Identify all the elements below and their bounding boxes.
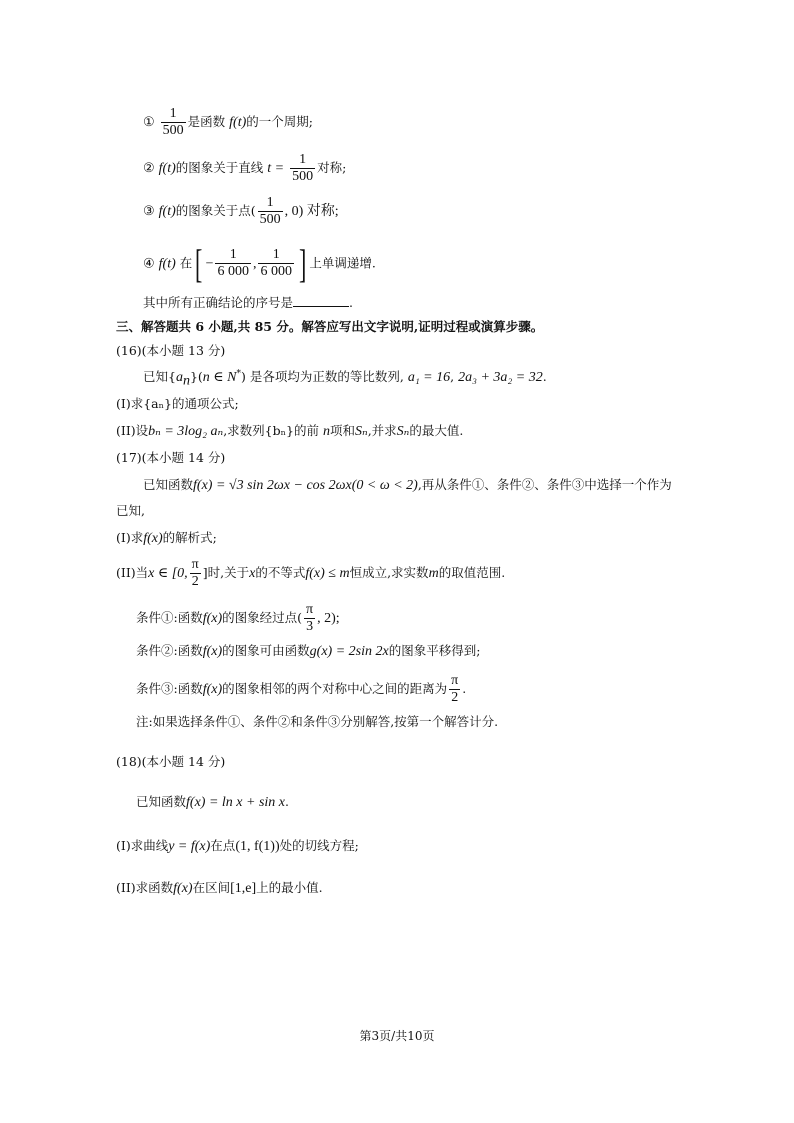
q18-stem: 已知函数f(x) = ln x + sin x. xyxy=(136,794,289,810)
option-1: ① $\frac{1}{500}$ 是函数 f(t)的一个周期; xyxy=(143,106,313,138)
q17-part-1: (I)求f(x)的解析式; xyxy=(116,530,217,546)
option-1-number: ① xyxy=(143,115,155,131)
q17-stem-cont: 已知, xyxy=(116,503,145,518)
fraction: $\frac{\pi}{2}$ xyxy=(451,673,459,705)
q18-header: (18)(本小题 14 分) xyxy=(116,754,226,769)
conclusion-line: 其中所有正确结论的序号是 . xyxy=(143,295,353,310)
fraction: $\frac{\pi}{2}$ xyxy=(191,557,199,589)
q16-stem: 已知$\{a_n\}(n$ ∈ N*) 是各项均为正数的等比数列, a₁ = 16, 2a₃ + 3a₂ = 32. xyxy=(143,369,547,389)
fraction: $\frac{\pi}{3}$ xyxy=(306,602,314,634)
option-2-number: ② xyxy=(143,161,155,177)
answer-blank xyxy=(293,296,349,307)
option-4-number: ④ xyxy=(143,256,155,272)
fraction: $\frac{1}{500}$ xyxy=(292,152,314,184)
fraction: $\frac{1}{6 000}$ xyxy=(260,247,292,279)
fraction: $\frac{1}{500}$ xyxy=(162,106,184,138)
section-3-title: 三、解答题共 6 小题,共 85 分。解答应写出文字说明,证明过程或演算步骤。 xyxy=(116,319,544,334)
q17-part-2: (II)当x ∈ [0, $\frac{\pi}{2}$ ]时,关于x的不等式f(x) ≤ m恒成立,求实数m的取值范围. xyxy=(116,557,506,589)
q18-part-1: (I)求曲线y = f(x)在点(1, f(1))处的切线方程; xyxy=(116,838,359,854)
option-2: ② f(t)的图象关于直线 t = $\frac{1}{500}$ 对称; xyxy=(143,152,347,184)
fraction: $\frac{1}{6 000}$ xyxy=(217,247,249,279)
page-footer: 第3页/共10页 xyxy=(359,1029,435,1043)
q17-note: 注:如果选择条件①、条件②和条件③分别解答,按第一个解答计分. xyxy=(136,714,499,729)
q17-condition-3: 条件③:函数f(x)的图象相邻的两个对称中心之间的距离为 $\frac{\pi}{2}$ . xyxy=(136,673,467,705)
q17-header: (17)(本小题 14 分) xyxy=(116,450,226,465)
option-3: ③ f(t)的图象关于点( $\frac{1}{500}$ , 0) 对称; xyxy=(143,195,339,227)
q16-part-1: (I)求{aₙ}的通项公式; xyxy=(116,396,239,411)
q17-stem: 已知函数f(x) = √3 sin 2ωx − cos 2ωx(0 < ω < 2),再从条件①、条件②、条件③中选择一个作为 xyxy=(143,477,672,493)
q18-part-2: (II)求函数f(x)在区间[1,e]上的最小值. xyxy=(116,880,323,896)
q17-condition-2: 条件②:函数f(x)的图象可由函数g(x) = 2sin 2x的图象平移得到; xyxy=(136,643,481,659)
q17-condition-1: 条件①:函数f(x)的图象经过点( $\frac{\pi}{3}$ , 2); xyxy=(136,602,340,634)
q16-part-2: (II)设bₙ = 3log₂ aₙ,求数列{bₙ}的前 n项和Sₙ,并求Sₙ的最大值. xyxy=(116,423,464,439)
option-4: ④ f(t) 在[ − $\frac{1}{6 000}$ , $\frac{1}{6 000}$ ] 上单调递增. xyxy=(143,241,376,286)
option-3-number: ③ xyxy=(143,204,155,220)
q16-header: (16)(本小题 13 分) xyxy=(116,343,226,358)
fraction: $\frac{1}{500}$ xyxy=(259,195,281,227)
